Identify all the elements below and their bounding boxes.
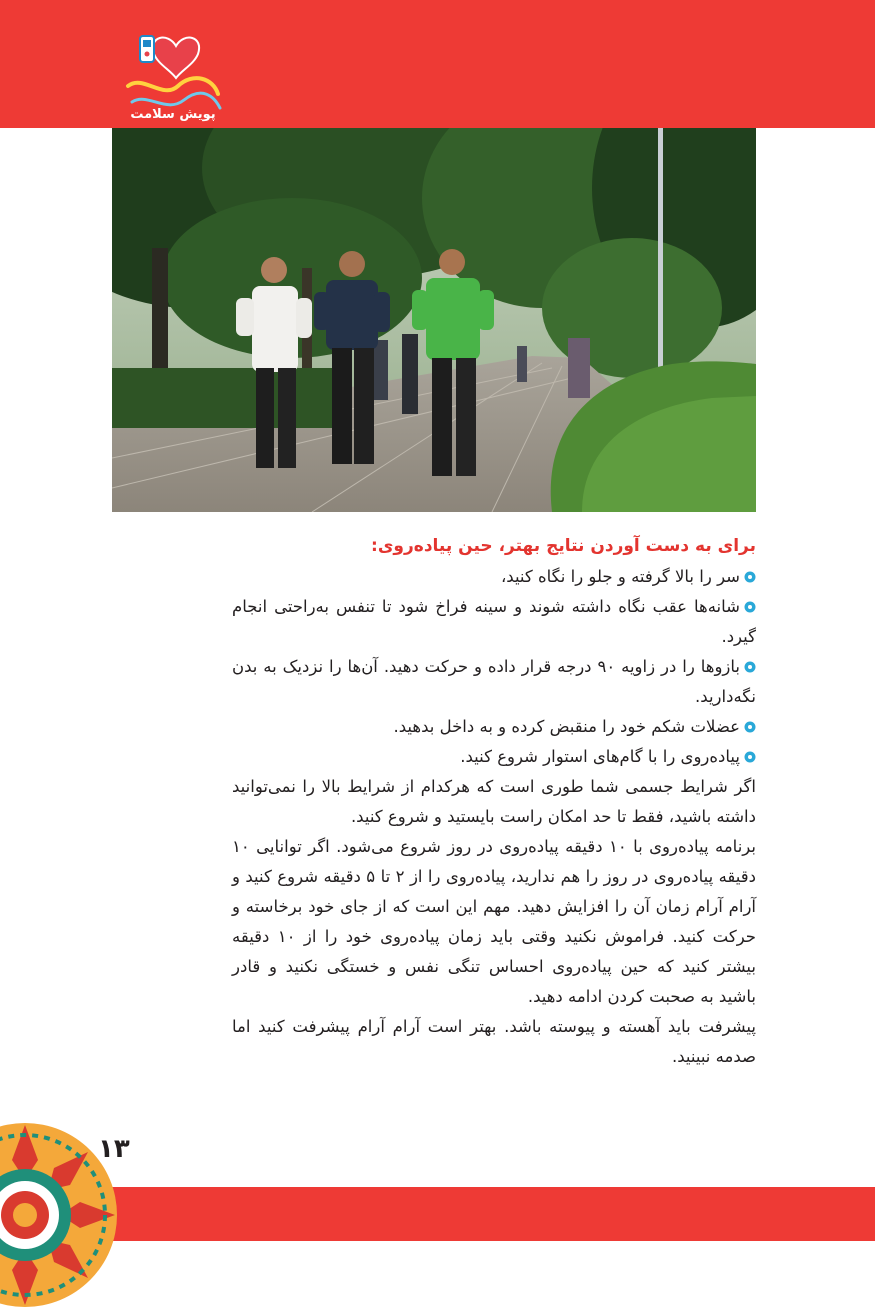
logo [118,26,228,126]
list-item [232,562,756,592]
article-body [232,530,756,1072]
paragraph: اگر شرایط جسمی شما طوری است که هرکدام از شرایط بالا را نمی‌توانید داشته باشید، فقط تا حد امکان راست بایستید و شروع کنید. [232,777,756,826]
tips-list [232,562,756,772]
list-item [232,592,756,652]
logo-text: پویش سلامت [130,107,216,122]
list-item [232,652,756,712]
bullet-flower-icon [744,751,756,763]
list-item-text: شانه‌ها عقب نگاه داشته شوند و سینه فراخ شود تا تنفس به‌راحتی انجام گیرد. [232,597,756,646]
footer-band [0,1187,875,1241]
list-item [232,742,756,772]
section-heading: برای به دست آوردن نتایج بهتر، حین پیاده‌روی: [371,536,756,556]
bullet-flower-icon [744,571,756,583]
bullet-flower-icon [744,601,756,613]
bullet-flower-icon [744,661,756,673]
list-item-text: سر را بالا گرفته و جلو را نگاه کنید، [500,567,740,586]
list-item [232,712,756,742]
logo-emblem-icon [118,26,228,126]
list-item-text: بازوها را در زاویه ۹۰ درجه قرار داده و حرکت دهید. آن‌ها را نزدیک به بدن نگه‌دارید. [232,657,756,706]
paragraph: برنامه پیاده‌روی با ۱۰ دقیقه پیاده‌روی در روز شروع می‌شود. اگر توانایی ۱۰ دقیقه پیاده‌روی در روز را هم ندارید، پیاده‌روی را از ۲ تا ۵ دقیقه شروع کنید و آرام آرام زمان آن را افزایش دهید. مهم این است که از جای خود برخاسته و حرکت کنید. فراموش نکنید وقتی باید زمان پیاده‌روی خود را از ۱۰ دقیقه بیشتر کنید که حین پیاده‌روی احساس تنگی نفس و خستگی نکنید و قادر باشید به صحبت کردن ادامه دهید. [232,837,756,1006]
list-item-text: پیاده‌روی را با گام‌های استوار شروع کنید. [460,747,740,766]
paragraph: پیشرفت باید آهسته و پیوسته باشد. بهتر است آرام آرام پیشرفت کنید اما صدمه نبینید. [232,1017,756,1066]
page-number: ۱۳ [98,1134,130,1164]
park-walking-photo [112,128,756,512]
bullet-flower-icon [744,721,756,733]
list-item-text: عضلات شکم خود را منقبض کرده و به داخل بدهید. [393,717,740,736]
